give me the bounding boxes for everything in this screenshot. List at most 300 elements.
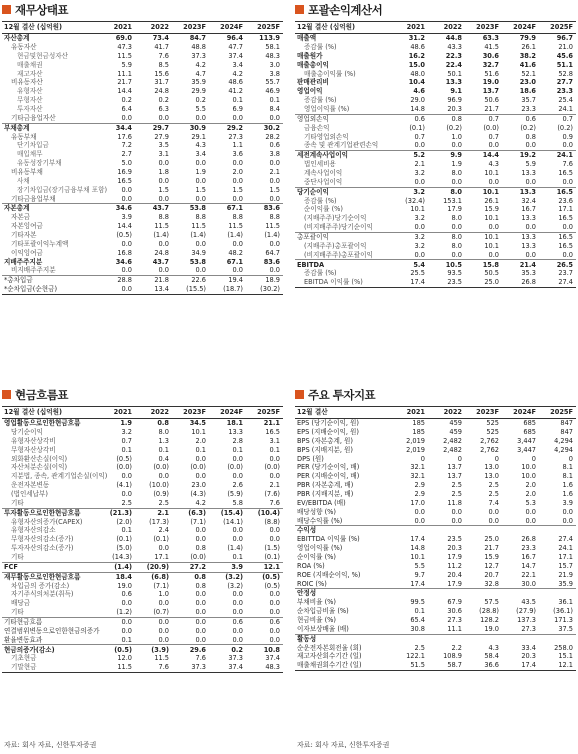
row-label: 매입채무 bbox=[17, 150, 43, 159]
value-cell: 0.0 bbox=[269, 535, 280, 544]
value-cell: 37.3 bbox=[191, 51, 206, 60]
value-cell: 2.5 bbox=[121, 498, 132, 507]
value-cell: 13.3 bbox=[502, 187, 539, 196]
column-header-year: 2024F bbox=[502, 22, 539, 34]
value-cell: 6.9 bbox=[232, 105, 243, 113]
value-cell: 21.0 bbox=[558, 42, 573, 51]
column-header-year: 2021 bbox=[98, 407, 135, 419]
row-label: 이익잉여금 bbox=[11, 248, 43, 257]
value-cell: 0.0 bbox=[158, 472, 169, 481]
value-cell: (0.0) bbox=[227, 463, 243, 472]
balance-sheet-heading bbox=[2, 2, 283, 17]
value-cell: 24.1 bbox=[539, 151, 576, 160]
value-cell: 34.4 bbox=[98, 123, 135, 132]
table-row bbox=[2, 69, 283, 78]
table-row bbox=[2, 105, 283, 114]
value-cell: 83.6 bbox=[246, 204, 283, 213]
value-cell: (36.1) bbox=[553, 607, 573, 616]
section-marker-icon bbox=[2, 390, 11, 399]
table-row bbox=[2, 617, 283, 626]
value-cell: (1.4) bbox=[98, 562, 135, 572]
value-cell: 17.4 bbox=[502, 661, 539, 670]
value-cell: 0.0 bbox=[232, 535, 243, 544]
value-cell: (0.2) bbox=[520, 123, 536, 132]
value-cell: 0.0 bbox=[488, 223, 499, 232]
value-cell: 58.4 bbox=[484, 652, 499, 661]
table-row bbox=[2, 52, 283, 61]
value-cell: 44.8 bbox=[445, 34, 462, 43]
value-cell: 0.0 bbox=[121, 185, 132, 194]
value-cell: 16.5 bbox=[558, 214, 573, 223]
row-label: 기타 bbox=[11, 498, 24, 507]
value-cell: 0.1 bbox=[232, 96, 243, 105]
value-cell: 28.8 bbox=[98, 276, 135, 285]
row-label: 자기주식의처분(취득) bbox=[11, 590, 74, 599]
value-cell: 0.7 bbox=[121, 436, 132, 445]
value-cell: 26.8 bbox=[502, 278, 539, 287]
value-cell: (8.8) bbox=[264, 517, 280, 526]
row-label: 투자자산 bbox=[17, 105, 43, 113]
value-cell: 32.7 bbox=[482, 60, 499, 69]
value-cell: 16.5 bbox=[539, 232, 576, 241]
value-cell bbox=[428, 589, 465, 598]
value-cell bbox=[465, 589, 502, 598]
value-cell: 1.3 bbox=[158, 436, 169, 445]
value-cell: 0.1 bbox=[121, 526, 132, 535]
value-cell: 20.3 bbox=[521, 652, 536, 661]
value-cell: 13.7 bbox=[447, 472, 462, 481]
value-cell: (15.4) bbox=[209, 508, 246, 517]
value-cell: 15.1 bbox=[558, 652, 573, 661]
table-row bbox=[2, 123, 283, 132]
value-cell: 0.0 bbox=[414, 507, 425, 516]
value-cell bbox=[539, 634, 576, 643]
row-label: 투자활동으로인한현금흐름 bbox=[2, 508, 98, 517]
value-cell: 0.1 bbox=[414, 607, 425, 616]
row-label: 당기순이익 bbox=[295, 187, 391, 196]
row-label: 유동성장기부채 bbox=[17, 159, 62, 168]
table-row bbox=[295, 625, 576, 634]
value-cell: 5.2 bbox=[391, 151, 428, 160]
value-cell: 0.0 bbox=[158, 599, 169, 608]
table-row bbox=[295, 223, 576, 232]
value-cell: 41.6 bbox=[519, 60, 536, 69]
value-cell: 0.0 bbox=[525, 223, 536, 232]
value-cell: 50.6 bbox=[484, 96, 499, 105]
table-row bbox=[2, 599, 283, 608]
value-cell: 13.3 bbox=[521, 214, 536, 223]
value-cell: 0.0 bbox=[232, 194, 243, 203]
column-header-year: 2025F bbox=[539, 407, 576, 419]
value-cell: 0.0 bbox=[488, 250, 499, 259]
value-cell: 21.7 bbox=[484, 105, 499, 113]
table-row bbox=[2, 159, 283, 168]
table-row bbox=[295, 589, 576, 598]
value-cell: 47.3 bbox=[117, 42, 132, 51]
value-cell: (7.6) bbox=[264, 490, 280, 498]
row-label: 기타금융업자산 bbox=[11, 113, 56, 122]
table-row bbox=[2, 96, 283, 105]
row-label: EBITTDA 이익률 (%) bbox=[297, 535, 360, 544]
value-cell: 48.0 bbox=[410, 69, 425, 78]
value-cell: 19.4 bbox=[209, 276, 246, 285]
value-cell: 0.0 bbox=[158, 239, 169, 248]
row-label: 매출채권회수기간 (일) bbox=[295, 661, 391, 670]
value-cell bbox=[502, 589, 539, 598]
value-cell: 13.7 bbox=[447, 463, 462, 472]
table-row bbox=[2, 645, 283, 654]
table-header-row bbox=[2, 22, 283, 34]
row-label: 기타현금흐름 bbox=[2, 617, 98, 626]
value-cell: 8.0 bbox=[428, 187, 465, 196]
row-label: 환율변동효과 bbox=[4, 635, 43, 644]
row-label: ROE (지배순이익, %) bbox=[297, 570, 361, 579]
row-label: 유동부채 bbox=[11, 132, 37, 141]
value-cell: 41.7 bbox=[154, 42, 169, 51]
value-cell: 0.0 bbox=[451, 177, 462, 186]
value-cell: 2.6 bbox=[232, 481, 243, 490]
value-cell: 2.9 bbox=[414, 481, 425, 490]
value-cell: 0.0 bbox=[195, 526, 206, 535]
value-cell: (15.5) bbox=[172, 285, 209, 294]
value-cell: 108.9 bbox=[443, 652, 462, 661]
table-row bbox=[295, 114, 576, 123]
value-cell: (0.2) bbox=[557, 123, 573, 132]
table-row bbox=[2, 257, 283, 266]
value-cell: 27.4 bbox=[539, 278, 576, 287]
value-cell: 16.5 bbox=[539, 187, 576, 196]
value-cell: 4.2 bbox=[195, 498, 206, 507]
row-label: 기타자본 bbox=[11, 231, 37, 240]
value-cell: 0.0 bbox=[414, 141, 425, 150]
table-row bbox=[295, 160, 576, 169]
table-row bbox=[295, 428, 576, 437]
table-row bbox=[2, 636, 283, 645]
value-cell: 0.0 bbox=[232, 626, 243, 635]
value-cell: 2.5 bbox=[158, 498, 169, 507]
row-label: 운전자본변동 bbox=[11, 481, 50, 490]
value-cell: (30.2) bbox=[246, 285, 283, 294]
value-cell: 2.5 bbox=[488, 490, 499, 498]
value-cell: 35.7 bbox=[521, 96, 536, 105]
row-label: 기타금융업부채 bbox=[11, 194, 56, 203]
value-cell: 6.4 bbox=[121, 105, 132, 113]
value-cell: 1.5 bbox=[195, 185, 206, 194]
value-cell: 0.0 bbox=[562, 250, 573, 259]
value-cell: 2.1 bbox=[269, 168, 280, 177]
row-label: 유동자산 bbox=[11, 42, 37, 51]
value-cell: 0.7 bbox=[414, 132, 425, 141]
value-cell: 10.4 bbox=[408, 78, 425, 87]
value-cell bbox=[465, 526, 502, 535]
value-cell: 11.5 bbox=[191, 222, 206, 231]
value-cell: 57.5 bbox=[484, 598, 499, 607]
value-cell: 32.4 bbox=[521, 196, 536, 205]
balance-sheet-title: 재무상태표 bbox=[15, 2, 69, 17]
value-cell: 0.8 bbox=[525, 132, 536, 141]
value-cell: 0.0 bbox=[158, 544, 169, 553]
row-label: 영업이익 bbox=[297, 87, 323, 96]
value-cell: 7.6 bbox=[562, 160, 573, 169]
row-label: 매출채권 bbox=[17, 60, 43, 69]
value-cell: 0.0 bbox=[195, 608, 206, 617]
value-cell: 84.7 bbox=[189, 34, 206, 43]
row-label: (비지배주주)총포괄이익 bbox=[304, 250, 373, 259]
value-cell: 51.5 bbox=[391, 661, 428, 670]
value-cell: 58.7 bbox=[428, 661, 465, 670]
value-cell: 459 bbox=[449, 427, 462, 436]
value-cell: 37.4 bbox=[209, 663, 246, 672]
value-cell: 13.3 bbox=[521, 241, 536, 250]
row-label: BPS (자본총계, 원) bbox=[297, 436, 353, 445]
value-cell: 0.0 bbox=[488, 516, 499, 525]
value-cell: 48.6 bbox=[228, 78, 243, 87]
value-cell: 3.5 bbox=[158, 141, 169, 150]
value-cell: 0.0 bbox=[172, 617, 209, 626]
value-cell: 5.0 bbox=[121, 159, 132, 168]
value-cell bbox=[539, 526, 576, 535]
value-cell: 27.3 bbox=[521, 624, 536, 633]
value-cell: 0.0 bbox=[414, 516, 425, 525]
value-cell: (0.0) bbox=[190, 463, 206, 472]
value-cell: 46.9 bbox=[265, 87, 280, 96]
value-cell: 53.8 bbox=[189, 257, 206, 266]
value-cell: 16.2 bbox=[408, 51, 425, 60]
table-row bbox=[2, 517, 283, 526]
value-cell: 29.1 bbox=[191, 132, 206, 141]
value-cell: 43.7 bbox=[152, 257, 169, 266]
value-cell: (10.4) bbox=[246, 508, 283, 517]
value-cell: 0.0 bbox=[451, 516, 462, 525]
column-header-year: 2022 bbox=[428, 22, 465, 34]
row-label: ROA (%) bbox=[297, 561, 325, 570]
value-cell: 37.5 bbox=[558, 624, 573, 633]
table-row bbox=[2, 608, 283, 617]
value-cell: 0.0 bbox=[158, 176, 169, 185]
row-label: 영업이익률 (%) bbox=[297, 544, 343, 553]
row-label: 증감률 (%) bbox=[304, 42, 337, 51]
value-cell: 30.6 bbox=[447, 607, 462, 616]
value-cell: 0.2 bbox=[121, 96, 132, 105]
value-cell: 16.5 bbox=[117, 176, 132, 185]
column-header-year: 2021 bbox=[98, 22, 135, 34]
value-cell: 2.0 bbox=[525, 490, 536, 498]
value-cell: 83.6 bbox=[263, 257, 280, 266]
row-label: 자본잉여금 bbox=[11, 222, 43, 231]
table-row bbox=[295, 535, 576, 544]
value-cell: 0.0 bbox=[562, 516, 573, 525]
value-cell: 8.5 bbox=[158, 60, 169, 69]
value-cell: (7.1) bbox=[153, 581, 169, 590]
row-label: 유형자산의증가(CAPEX) bbox=[11, 517, 83, 526]
table-row bbox=[2, 627, 283, 636]
value-cell: 5.8 bbox=[232, 498, 243, 507]
column-header-year: 2024F bbox=[209, 407, 246, 419]
income-statement-panel bbox=[295, 2, 576, 288]
value-cell: 4.2 bbox=[195, 60, 206, 69]
value-cell bbox=[465, 634, 502, 643]
value-cell: 4.3 bbox=[488, 160, 499, 169]
value-cell: 0.0 bbox=[451, 141, 462, 150]
value-cell: 0.0 bbox=[195, 266, 206, 275]
value-cell: 3.9 bbox=[209, 562, 246, 572]
value-cell: 16.7 bbox=[521, 553, 536, 562]
value-cell: 10.8 bbox=[246, 645, 283, 654]
value-cell: 0.0 bbox=[195, 176, 206, 185]
value-cell: 29.6 bbox=[172, 645, 209, 654]
value-cell: 8.0 bbox=[451, 241, 462, 250]
value-cell: (0.5) bbox=[98, 645, 135, 654]
value-cell: 10.1 bbox=[410, 553, 425, 562]
table-row bbox=[295, 661, 576, 670]
table-row bbox=[2, 454, 283, 463]
row-label: (지배주주)총포괄이익 bbox=[304, 241, 367, 250]
table-row bbox=[2, 213, 283, 222]
row-label: 단기차입금 bbox=[17, 141, 49, 150]
row-label: 현금비율 (%) bbox=[297, 616, 336, 625]
value-cell: (28.8) bbox=[479, 607, 499, 616]
value-cell: 2,482 bbox=[443, 436, 462, 445]
value-cell: 7.2 bbox=[121, 141, 132, 150]
table-row bbox=[2, 141, 283, 150]
value-cell: (6.3) bbox=[172, 508, 209, 517]
value-cell: 47.7 bbox=[228, 42, 243, 51]
table-row bbox=[295, 141, 576, 150]
table-row bbox=[295, 251, 576, 260]
value-cell: 13.0 bbox=[484, 463, 499, 472]
value-cell: (1.2) bbox=[116, 608, 132, 617]
value-cell: 0.6 bbox=[246, 617, 283, 626]
value-cell: (0.0) bbox=[483, 123, 499, 132]
value-cell: 6.3 bbox=[158, 105, 169, 113]
value-cell: 0.0 bbox=[269, 590, 280, 599]
value-cell: 5.3 bbox=[525, 498, 536, 507]
row-label: 부채총계 bbox=[2, 123, 98, 132]
table-row bbox=[2, 61, 283, 70]
row-label: 당기순이익 bbox=[11, 427, 43, 436]
value-cell: 0.0 bbox=[121, 239, 132, 248]
value-cell: 22.3 bbox=[445, 51, 462, 60]
value-cell: 8.8 bbox=[232, 213, 243, 222]
value-cell: 0.0 bbox=[98, 617, 135, 626]
table-row bbox=[295, 446, 576, 455]
value-cell: 26.1 bbox=[521, 42, 536, 51]
value-cell bbox=[428, 526, 465, 535]
row-label: *순차입금(순현금) bbox=[2, 285, 98, 294]
value-cell: 48.3 bbox=[246, 663, 283, 672]
row-label: 기타영업외손익 bbox=[304, 132, 349, 141]
value-cell: 3.9 bbox=[121, 213, 132, 222]
value-cell: 17.1 bbox=[558, 553, 573, 562]
table-row bbox=[295, 472, 576, 481]
table-row bbox=[295, 205, 576, 214]
income-statement-title: 포괄손익계산서 bbox=[308, 2, 383, 17]
table-row bbox=[295, 454, 576, 463]
value-cell: 29.0 bbox=[410, 96, 425, 105]
value-cell: 3,447 bbox=[517, 445, 536, 454]
value-cell: 36.6 bbox=[465, 661, 502, 670]
value-cell: 0.0 bbox=[562, 177, 573, 186]
value-cell: 0.0 bbox=[269, 608, 280, 617]
value-cell: 25.5 bbox=[410, 269, 425, 278]
value-cell: 20.4 bbox=[447, 570, 462, 579]
value-cell: (6.8) bbox=[135, 572, 172, 581]
value-cell: 5.5 bbox=[195, 105, 206, 113]
table-row bbox=[295, 260, 576, 269]
value-cell: 29.9 bbox=[191, 87, 206, 96]
value-cell: 19.0 bbox=[484, 624, 499, 633]
value-cell: (1.4) bbox=[190, 231, 206, 240]
value-cell: 29.7 bbox=[135, 123, 172, 132]
table-row bbox=[295, 481, 576, 490]
value-cell: 0.1 bbox=[232, 445, 243, 454]
table-row bbox=[295, 52, 576, 61]
table-row bbox=[2, 194, 283, 203]
table-row bbox=[2, 87, 283, 96]
cash-flow-title: 현금흐름표 bbox=[15, 387, 69, 402]
value-cell: 1.5 bbox=[232, 185, 243, 194]
row-label: 자산총계 bbox=[4, 34, 30, 43]
value-cell: 2.5 bbox=[488, 481, 499, 490]
value-cell: (0.1) bbox=[264, 553, 280, 562]
table-row bbox=[2, 285, 283, 294]
value-cell: 41.2 bbox=[228, 87, 243, 96]
value-cell: 22.6 bbox=[172, 276, 209, 285]
table-row bbox=[295, 616, 576, 625]
value-cell: 27.3 bbox=[228, 132, 243, 141]
value-cell: 0.0 bbox=[121, 113, 132, 122]
value-cell: (0.1) bbox=[116, 535, 132, 544]
column-header-label: 12월 결산 (십억원) bbox=[2, 407, 98, 419]
value-cell: 11.1 bbox=[117, 69, 132, 78]
column-header-label: 12월 결산 bbox=[295, 407, 391, 419]
row-label: 무형자산상각비 bbox=[11, 445, 56, 454]
value-cell: 0.0 bbox=[269, 635, 280, 644]
table-row bbox=[2, 276, 283, 285]
row-label: 영업외손익 bbox=[295, 114, 391, 123]
table-row bbox=[2, 508, 283, 517]
row-label: PBR (자본총계, 배) bbox=[297, 481, 354, 490]
value-cell: 0.0 bbox=[121, 626, 132, 635]
value-cell: 3.2 bbox=[391, 187, 428, 196]
value-cell: (18.7) bbox=[209, 285, 246, 294]
row-label: 무형자산 bbox=[17, 96, 43, 105]
table-row bbox=[295, 499, 576, 508]
source-note-right: 자료: 회사 자료, 신한투자증권 bbox=[297, 741, 390, 749]
value-cell: 67.1 bbox=[226, 257, 243, 266]
value-cell: 0.6 bbox=[502, 114, 539, 123]
value-cell: 0.7 bbox=[539, 114, 576, 123]
value-cell bbox=[391, 634, 428, 643]
table-row bbox=[2, 132, 283, 141]
value-cell: 36.1 bbox=[558, 598, 573, 607]
value-cell: (5.9) bbox=[227, 490, 243, 498]
value-cell: 26.5 bbox=[539, 260, 576, 269]
value-cell: 25.0 bbox=[465, 278, 502, 287]
value-cell: 16.7 bbox=[521, 205, 536, 214]
row-label: 기타 bbox=[11, 553, 24, 562]
table-row bbox=[295, 87, 576, 96]
value-cell: 30.8 bbox=[410, 624, 425, 633]
value-cell: 24.1 bbox=[558, 544, 573, 553]
value-cell: 2.2 bbox=[451, 643, 462, 652]
value-cell: 23.5 bbox=[428, 278, 465, 287]
table-row bbox=[2, 572, 283, 581]
value-cell: (1.4) bbox=[227, 544, 243, 553]
value-cell: 15.0 bbox=[408, 60, 425, 69]
row-label: EPS (당기순이익, 원) bbox=[297, 419, 359, 428]
value-cell: 31.2 bbox=[408, 34, 425, 43]
